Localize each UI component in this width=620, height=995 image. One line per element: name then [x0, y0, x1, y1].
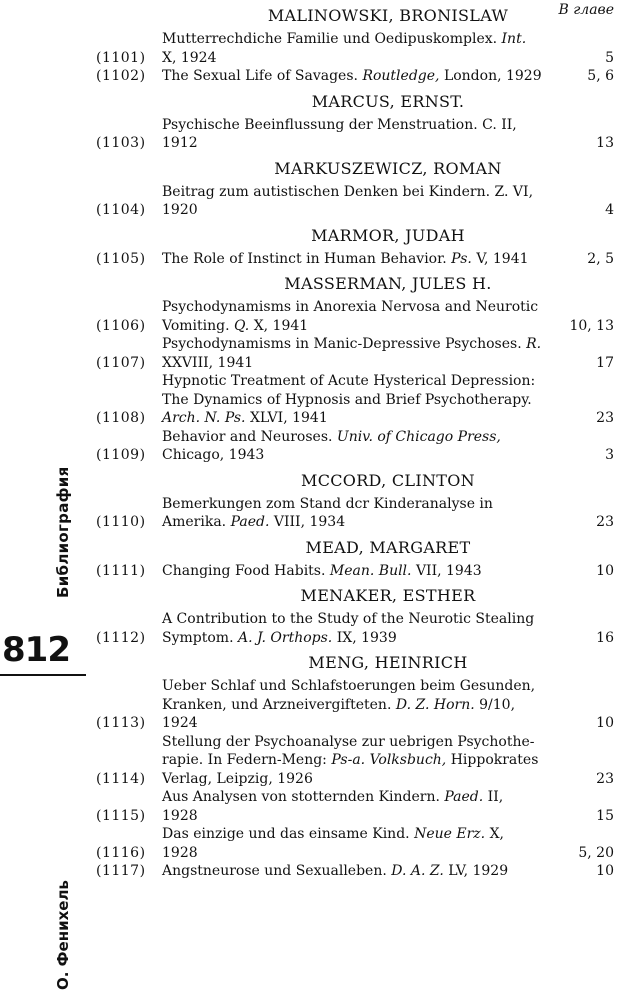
entry-citation: [162, 250, 542, 269]
entry-number: (1107): [96, 354, 146, 371]
entry-number: (1106): [96, 317, 146, 334]
entry-title: Stellung der Psychoanalyse zur uebrigen Psychothe-rapie. In Federn-Meng:: [162, 733, 535, 768]
bibliography-entry: [96, 788, 620, 825]
section-label: Библиография: [54, 466, 72, 598]
entry-source: Mean. Bull.: [329, 562, 412, 579]
bibliography-entry: [96, 562, 620, 581]
bibliography-entry: [96, 183, 620, 220]
entry-number: (1104): [96, 202, 146, 218]
entry-title: Bemerkungen zom Stand dcr Kinderanalyse in Amerika.: [162, 495, 493, 530]
column-header-chapter: В главе: [558, 2, 614, 18]
author-heading: MCCORD, CLINTON: [301, 470, 475, 490]
entry-source: Univ. of Chicago Press,: [336, 428, 501, 445]
entry-source: D. Z. Horn.: [395, 696, 475, 713]
entry-details: X, 1941: [253, 317, 309, 334]
entry-source: Paed.: [230, 514, 270, 530]
entry-chapters: 23: [596, 514, 614, 530]
entry-title: Das einzige und das einsame Kind.: [162, 826, 410, 842]
entry-title: Mutterrechdiche Familie und Oedipuskomplex.: [162, 31, 498, 47]
author-label: О. Фенихель: [54, 880, 72, 990]
bibliography-entry: [96, 67, 620, 86]
entry-chapters: 15: [596, 807, 614, 824]
entry-title: Beitrag zum autistischen Denken bei Kindern. Z. VI, 1920: [162, 183, 534, 218]
entry-number: (1101): [96, 49, 146, 66]
running-section-title: [40, 468, 84, 598]
bibliography-entry: [96, 116, 620, 153]
entry-title: A Contribution to the Study of the Neurotic Stealing Symptom.: [162, 611, 535, 646]
bibliography-entry: [96, 610, 620, 647]
entry-source: Routledge,: [362, 68, 440, 84]
entry-source: Arch. N. Ps.: [162, 410, 246, 426]
entry-chapters: 16: [596, 629, 614, 646]
entry-details: XXVIII, 1941: [162, 354, 254, 371]
entry-chapters: 3: [605, 447, 614, 463]
entry-citation: [162, 825, 542, 862]
entry-number: (1113): [96, 715, 146, 731]
entry-chapters: 10: [596, 715, 614, 731]
entry-title: Behavior and Neuroses.: [162, 428, 333, 445]
entry-source: A. J. Orthops.: [237, 629, 333, 646]
bibliography-entry: [96, 298, 620, 335]
entry-source: D. A. Z.: [391, 863, 444, 879]
entry-citation: [162, 495, 542, 532]
entry-details: X, 1924: [162, 49, 217, 66]
author-heading: MARMOR, JUDAH: [311, 225, 465, 245]
entry-number: (1112): [96, 629, 146, 646]
page-number-rule: [0, 674, 86, 676]
entry-citation: [162, 733, 542, 789]
bibliography-list: [96, 0, 620, 881]
author-heading: MEAD, MARGARET: [305, 537, 471, 557]
entry-title: Psychodynamisms in Anorexia Nervosa and Neurotic Vomiting.: [162, 299, 539, 334]
entry-number: (1114): [96, 770, 146, 787]
bibliography-entry: [96, 30, 620, 67]
entry-source: Ps-a. Volksbuch,: [331, 752, 447, 768]
entry-citation: [162, 862, 542, 881]
entry-title: Changing Food Habits.: [162, 562, 326, 579]
entry-chapters: 2, 5: [587, 250, 614, 267]
entry-details: X, 1928: [162, 826, 504, 861]
entry-citation: [162, 335, 542, 372]
entry-chapters: 5, 6: [587, 68, 614, 84]
bibliography-entry: [96, 495, 620, 532]
author-heading: MENG, HEINRICH: [308, 653, 468, 672]
entry-details: V, 1941: [476, 250, 529, 267]
bibliography-entry: [96, 335, 620, 372]
entry-details: LV, 1929: [448, 863, 509, 879]
entry-chapters: 5, 20: [578, 844, 614, 861]
bibliography-entry: [96, 677, 620, 733]
entry-number: (1109): [96, 447, 146, 463]
entry-number: (1117): [96, 863, 146, 879]
entry-chapters: 13: [596, 135, 614, 151]
bibliography-entry: [96, 428, 620, 465]
entry-title: The Role of Instinct in Human Behavior.: [162, 250, 447, 267]
entry-chapters: 17: [596, 354, 614, 371]
entry-number: (1105): [96, 250, 146, 267]
entry-details: II, 1928: [162, 789, 504, 824]
entry-number: (1102): [96, 68, 146, 84]
entry-source: Paed.: [444, 789, 484, 805]
author-heading: MASSERMAN, JULES H.: [284, 274, 492, 293]
author-heading: MENAKER, ESTHER: [300, 586, 476, 605]
entry-citation: [162, 298, 542, 335]
bibliography-entry: [96, 372, 620, 428]
entry-number: (1115): [96, 807, 146, 824]
entry-source: Ps.: [451, 250, 472, 267]
bibliography-entry: [96, 733, 620, 789]
entry-title: Ueber Schlaf und Schlafstoerungen beim Gesunden, Kranken, und Arzneivergifteten.: [162, 678, 536, 713]
entry-citation: [162, 562, 542, 581]
entry-citation: [162, 372, 542, 428]
running-author: [40, 880, 84, 990]
bibliography-entry: [96, 862, 620, 881]
entry-title: Angstneurose und Sexualleben.: [162, 863, 387, 879]
entry-details: Chicago, 1943: [162, 447, 265, 463]
entry-citation: [162, 67, 542, 86]
entry-citation: [162, 788, 542, 825]
entry-citation: [162, 610, 542, 647]
entry-number: (1116): [96, 844, 146, 861]
entry-citation: [162, 116, 542, 153]
entry-citation: [162, 677, 542, 733]
entry-chapters: 23: [596, 770, 614, 787]
entry-details: 9/10, 1924: [162, 696, 516, 731]
entry-number: (1103): [96, 135, 146, 151]
entry-chapters: 10: [596, 863, 614, 879]
entry-source: Q.: [234, 317, 250, 334]
entry-number: (1110): [96, 514, 146, 530]
entry-citation: [162, 183, 542, 220]
entry-title: The Sexual Life of Savages.: [162, 68, 358, 84]
entry-citation: [162, 30, 542, 67]
author-heading: MARCUS, ERNST.: [311, 91, 465, 111]
entry-details: VIII, 1934: [273, 514, 346, 530]
entry-chapters: 10, 13: [569, 317, 614, 334]
entry-details: London, 1929: [443, 68, 542, 84]
entry-title: Hypnotic Treatment of Acute Hysterical Depression: The Dynamics of Hypnosis and Brief Psychotherapy.: [162, 373, 536, 408]
entry-citation: [162, 428, 542, 465]
bibliography-entry: [96, 250, 620, 269]
author-heading: MALINOWSKI, BRONISLAW: [267, 6, 509, 25]
entry-details: XLVI, 1941: [249, 410, 328, 426]
entry-chapters: 4: [605, 202, 614, 218]
entry-details: Hippokrates Verlag, Leipzig, 1926: [162, 752, 539, 787]
entry-title: Aus Analysen von stotternden Kindern.: [162, 789, 440, 805]
entry-chapters: 10: [596, 562, 614, 579]
entry-source: Neue Erz.: [414, 826, 486, 842]
entry-title: Psychische Beeinflussung der Menstruation. C. II, 1912: [162, 116, 517, 151]
entry-chapters: 23: [596, 410, 614, 426]
entry-details: IX, 1939: [336, 629, 397, 646]
entry-details: VII, 1943: [415, 562, 482, 579]
entry-number: (1108): [96, 410, 146, 426]
entry-number: (1111): [96, 562, 146, 579]
page-number: 812: [2, 630, 70, 670]
entry-source: R.: [526, 336, 542, 352]
entry-source: Int.: [501, 31, 527, 47]
entry-title: Psychodynamisms in Manic-Depressive Psychoses.: [162, 336, 522, 352]
author-heading: MARKUSZEWICZ, ROMAN: [274, 158, 502, 178]
bibliography-entry: [96, 825, 620, 862]
entry-chapters: 5: [605, 49, 614, 66]
